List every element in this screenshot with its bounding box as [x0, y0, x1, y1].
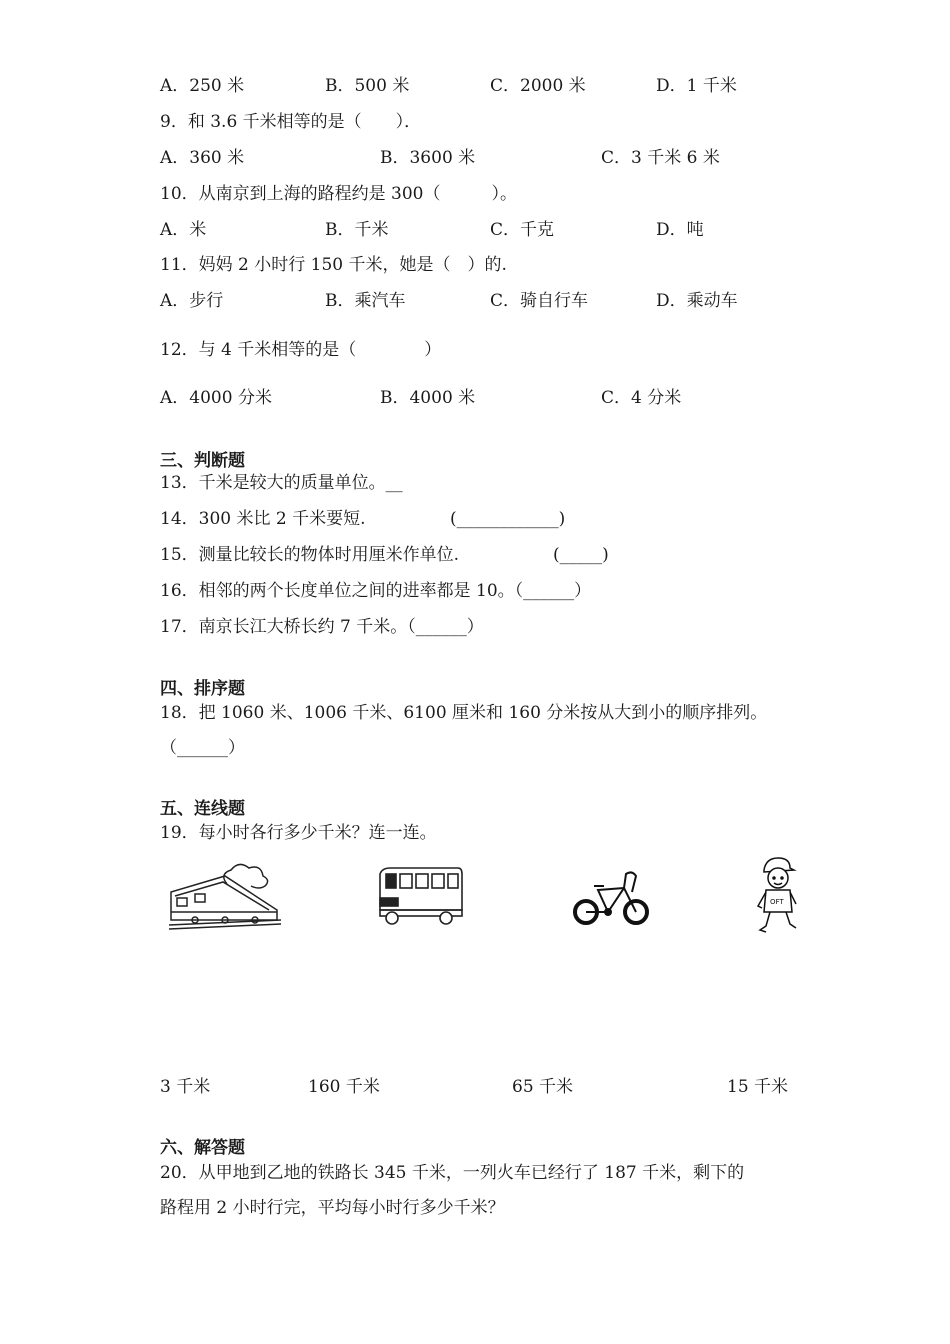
q8-option-a: A．250 米 — [160, 76, 245, 96]
section-4-title: 四、排序题 — [160, 679, 245, 699]
q8-option-c: C．2000 米 — [490, 76, 586, 96]
q19: 19．每小时各行多少千米？连一连。 — [160, 823, 437, 843]
q12-option-c: C．4 分米 — [601, 388, 682, 408]
q8-option-d: D．1 千米 — [656, 76, 737, 96]
q15: 15．测量比较长的物体时用厘米作单位. — [160, 545, 460, 565]
q9-stem: 9．和 3.6 千米相等的是（ ）． — [160, 112, 422, 132]
q12-stem: 12．与 4 千米相等的是（ ） — [160, 340, 442, 360]
q20-line-1: 20．从甲地到乙地的铁路长 345 千米，一列火车已经行了 187 千米，剩下的 — [160, 1163, 745, 1183]
svg-text:OFT: OFT — [770, 898, 784, 906]
q10-option-d: D．吨 — [656, 220, 704, 240]
q15-answer-blank[interactable]: (_____) — [553, 545, 609, 565]
value-160km: 160 千米 — [308, 1077, 380, 1097]
q9-option-b: B．3600 米 — [380, 148, 476, 168]
bicycle-icon — [570, 866, 652, 928]
q17: 17．南京长江大桥长约 7 千米。（______） — [160, 617, 484, 637]
q9-option-c: C．3 千米 6 米 — [601, 148, 720, 168]
value-15km: 15 千米 — [727, 1077, 789, 1097]
section-3-title: 三、判断题 — [160, 451, 245, 471]
walking-child-icon — [752, 856, 802, 936]
q10-option-c: C．千克 — [490, 220, 555, 240]
value-3km: 3 千米 — [160, 1077, 211, 1097]
q9-option-a: A．360 米 — [160, 148, 245, 168]
q11-option-a: A．步行 — [160, 291, 224, 311]
q20-line-2: 路程用 2 小时行完，平均每小时行多少千米？ — [160, 1198, 505, 1218]
q12-option-a: A．4000 分米 — [160, 388, 272, 408]
value-65km: 65 千米 — [512, 1077, 574, 1097]
q11-option-b: B．乘汽车 — [325, 291, 406, 311]
q16: 16．相邻的两个长度单位之间的进率都是 10。（______） — [160, 581, 592, 601]
q14: 14．300 米比 2 千米要短. — [160, 509, 366, 529]
section-5-title: 五、连线题 — [160, 799, 245, 819]
section-6-title: 六、解答题 — [160, 1138, 245, 1158]
q18: 18．把 1060 米、1006 千米、6100 厘米和 160 分米按从大到小的顺序排列。 — [160, 703, 768, 723]
q8-option-b: B．500 米 — [325, 76, 410, 96]
q13: 13．千米是较大的质量单位。__ — [160, 473, 403, 493]
q10-option-a: A．米 — [160, 220, 207, 240]
q18-answer-blank[interactable]: （______） — [160, 738, 245, 758]
q11-option-c: C．骑自行车 — [490, 291, 589, 311]
q14-answer-blank[interactable]: (____________) — [450, 509, 566, 529]
q10-option-b: B．千米 — [325, 220, 389, 240]
bus-icon — [372, 864, 466, 928]
q11-option-d: D．乘动车 — [656, 291, 738, 311]
q10-stem: 10．从南京到上海的路程约是 300（ ）。 — [160, 184, 517, 204]
q11-stem: 11．妈妈 2 小时行 150 千米，她是（ ）的. — [160, 255, 507, 275]
q12-option-b: B．4000 米 — [380, 388, 476, 408]
train-icon — [165, 862, 285, 934]
